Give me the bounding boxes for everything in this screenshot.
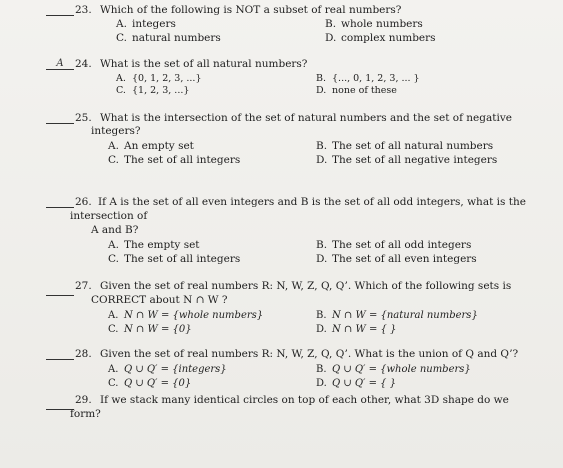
option-letter: C. (108, 324, 119, 335)
option-d[interactable] (316, 84, 397, 97)
question-stem: Which of the following is NOT a subset of real numbers? (100, 4, 402, 16)
option-text: Q ∪ Q′ = { } (332, 378, 397, 389)
option-text: none of these (332, 85, 397, 96)
question-number: 23. (75, 4, 92, 16)
option-d[interactable] (316, 377, 396, 390)
option-letter: C. (108, 154, 119, 166)
question-number: 27. (75, 280, 92, 292)
option-letter: D. (316, 324, 327, 335)
option-text: integers (132, 18, 176, 30)
option-b[interactable] (316, 239, 471, 252)
option-a[interactable] (108, 140, 194, 153)
option-letter: A. (108, 364, 119, 375)
question-stem: What is the intersection of the set of natural numbers and the set of negative (100, 112, 512, 124)
answer-blank[interactable] (46, 348, 74, 360)
option-b[interactable] (325, 18, 423, 31)
question-stem: Given the set of real numbers R: N, W, Z, Q, Q’. Which of the following sets is (100, 280, 512, 292)
option-text: N ∩ W = {whole numbers} (124, 310, 264, 321)
option-text: The set of all odd integers (332, 239, 472, 251)
question-number: 24. (75, 58, 92, 70)
option-a[interactable] (108, 363, 227, 376)
option-b[interactable] (316, 309, 478, 322)
option-c[interactable] (116, 32, 221, 45)
option-text: complex numbers (341, 32, 436, 44)
option-d[interactable] (325, 32, 436, 45)
question-number: 26. (75, 196, 92, 208)
option-a[interactable] (108, 239, 200, 252)
option-letter: C. (116, 32, 127, 44)
option-text: The set of all integers (124, 154, 241, 166)
option-letter: B. (316, 364, 327, 375)
option-letter: A. (108, 310, 119, 321)
option-letter: D. (316, 85, 327, 96)
option-text: N ∩ W = {natural numbers} (332, 310, 478, 321)
option-letter: C. (108, 253, 119, 265)
option-letter: D. (316, 253, 328, 265)
option-text: The set of all integers (124, 253, 241, 265)
option-letter: B. (316, 310, 327, 321)
option-a[interactable] (108, 309, 263, 322)
option-letter: D. (316, 154, 328, 166)
question-stem-continued: integers? (91, 125, 141, 137)
question-number: 29. (75, 394, 92, 406)
answer-blank[interactable]: A (46, 58, 74, 70)
option-letter: A. (108, 140, 119, 152)
question-stem-continued: CORRECT about N ∩ W ? (91, 294, 228, 306)
option-letter: B. (316, 73, 327, 84)
option-letter: B. (325, 18, 337, 30)
option-d[interactable] (316, 253, 477, 266)
question-stem-continued: intersection of (70, 210, 148, 222)
option-c[interactable] (108, 377, 191, 390)
option-b[interactable] (316, 363, 471, 376)
option-text: The set of all natural numbers (332, 140, 494, 152)
option-text: The empty set (124, 239, 200, 251)
question-stem-continued: A and B? (91, 224, 139, 236)
option-text: An empty set (124, 140, 194, 152)
answer-blank[interactable] (46, 196, 74, 208)
option-text: The set of all negative integers (332, 154, 498, 166)
option-c[interactable] (108, 253, 240, 266)
option-letter: D. (316, 378, 327, 389)
option-letter: C. (116, 85, 126, 96)
option-text: Q ∪ Q′ = {whole numbers} (332, 364, 471, 375)
option-text: {1, 2, 3, ...} (132, 85, 190, 96)
option-text: N ∩ W = {0} (124, 324, 192, 335)
option-text: {..., 0, 1, 2, 3, ... } (332, 73, 420, 84)
question-number: 25. (75, 112, 92, 124)
option-letter: A. (116, 18, 127, 30)
option-letter: A. (116, 73, 126, 84)
option-letter: D. (325, 32, 337, 44)
option-text: Q ∪ Q′ = {0} (124, 378, 192, 389)
option-text: The set of all even integers (332, 253, 477, 265)
answer-blank[interactable] (46, 284, 74, 296)
option-letter: B. (316, 239, 328, 251)
option-text: natural numbers (132, 32, 221, 44)
question-number: 28. (75, 348, 92, 360)
question-stem: What is the set of all natural numbers? (100, 58, 308, 70)
option-text: Q ∪ Q′ = {integers} (124, 364, 227, 375)
answer-blank[interactable] (46, 4, 74, 16)
option-c[interactable] (108, 154, 240, 167)
option-d[interactable] (316, 323, 396, 336)
option-letter: A. (108, 239, 119, 251)
question-stem-continued: form? (70, 408, 101, 420)
option-c[interactable] (108, 323, 192, 336)
option-letter: B. (316, 140, 328, 152)
option-text: {0, 1, 2, 3, ...} (132, 73, 202, 84)
option-b[interactable] (316, 140, 493, 153)
option-c[interactable] (116, 84, 189, 97)
question-stem: If we stack many identical circles on top of each other, what 3D shape do we (100, 394, 509, 406)
option-a[interactable] (116, 18, 176, 31)
option-text: N ∩ W = { } (332, 324, 397, 335)
question-stem: If A is the set of all even integers and B is the set of all odd integers, what is the (98, 196, 526, 208)
option-letter: C. (108, 378, 119, 389)
option-text: whole numbers (341, 18, 423, 30)
option-d[interactable] (316, 154, 497, 167)
question-stem: Given the set of real numbers R: N, W, Z, Q, Q’. What is the union of Q and Q’? (100, 348, 519, 360)
answer-blank[interactable] (46, 112, 74, 124)
